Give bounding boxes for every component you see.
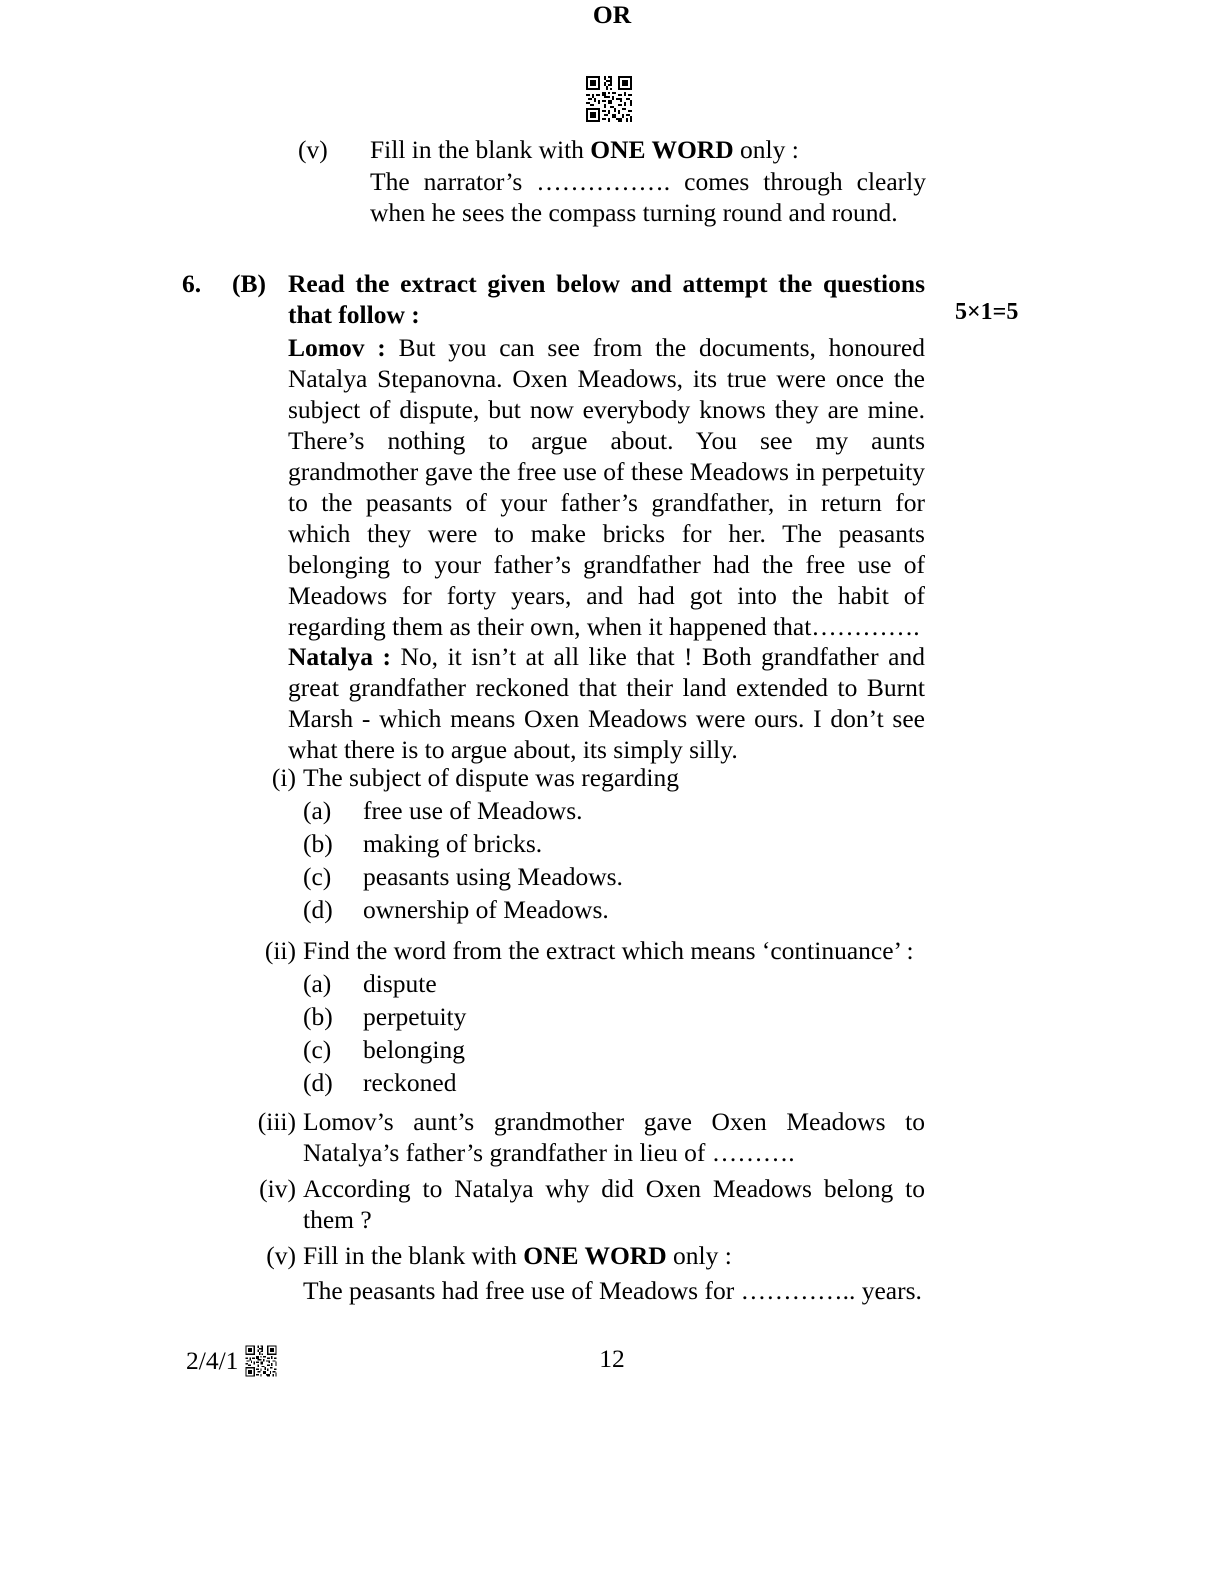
option-marker-i-c[interactable]: (c) bbox=[303, 862, 332, 891]
instruction-suffix-v: only : bbox=[666, 1241, 732, 1270]
speaker-text-natalya: No, it isn’t at all like that ! Both grandfather and great grandfather reckoned that their land extended to Burnt Marsh - which means Oxen Meadows were ours. I don’t see what there is to argue about, its simply silly. bbox=[288, 642, 925, 764]
subquestion-marker-v: (v) bbox=[266, 1241, 296, 1270]
speaker-text-lomov: But you can see from the documents, honoured Natalya Stepanovna. Oxen Meadows, its true were once the subject of dispute, but now everybody knows they are mine. There’s nothing to argue about. You see my aunts grandmother gave the free use of these Meadows in perpetuity to the peasants of your father’s grandfather, in return for which they were to make bricks for her. The peasants belonging to your father’s grandfather had the free use of Meadows for forty years, and had got into the habit of regarding them as their own, when it happened that…………. bbox=[288, 333, 925, 641]
option-text-i-d[interactable]: ownership of Meadows. bbox=[363, 895, 609, 924]
option-marker-ii-d[interactable]: (d) bbox=[303, 1068, 333, 1097]
subquestion-marker-i: (i) bbox=[271, 763, 296, 792]
option-marker-i-a[interactable]: (a) bbox=[303, 796, 332, 825]
instruction-emphasis: ONE WORD bbox=[590, 135, 734, 164]
question-part-label: (B) bbox=[232, 269, 266, 298]
subquestion-text-ii: Find the word from the extract which means ‘continuance’ : bbox=[303, 936, 914, 965]
option-marker-i-b[interactable]: (b) bbox=[303, 829, 333, 858]
subquestion-text-i: The subject of dispute was regarding bbox=[303, 763, 680, 792]
instruction-emphasis-v: ONE WORD bbox=[523, 1241, 667, 1270]
option-text-ii-d[interactable]: reckoned bbox=[363, 1068, 457, 1097]
question-heading: Read the extract given below and attempt the questions that follow : bbox=[288, 269, 925, 329]
option-text-ii-c[interactable]: belonging bbox=[363, 1035, 465, 1064]
option-text-i-c[interactable]: peasants using Meadows. bbox=[363, 862, 623, 891]
option-marker-ii-c[interactable]: (c) bbox=[303, 1035, 332, 1064]
instruction-suffix: only : bbox=[733, 135, 799, 164]
paper-code-text: 2/4/1 bbox=[186, 1346, 239, 1375]
subquestion-text-iii: Lomov’s aunt’s grandmother gave Oxen Meadows to Natalya’s father’s grandfather in lieu of ………. bbox=[303, 1107, 925, 1167]
question-number: 6. bbox=[182, 269, 202, 298]
subquestion-body-v: The peasants had free use of Meadows for ………….. years. bbox=[303, 1276, 922, 1305]
instruction-prefix-v: Fill in the blank with bbox=[303, 1241, 524, 1270]
option-text-ii-a[interactable]: dispute bbox=[363, 969, 437, 998]
subquestion-instruction-v bbox=[303, 1240, 925, 1271]
subquestion-body-v-top: The narrator’s ……………. comes through clearly when he sees the compass turning round and round. bbox=[370, 167, 926, 227]
or-separator-label: OR bbox=[592, 0, 632, 29]
page-number: 12 bbox=[599, 1344, 625, 1373]
option-marker-ii-a[interactable]: (a) bbox=[303, 969, 332, 998]
subquestion-marker-iii: (iii) bbox=[257, 1107, 296, 1136]
speaker-label-lomov: Lomov : bbox=[288, 333, 386, 362]
subquestion-marker-ii: (ii) bbox=[264, 936, 296, 965]
option-text-i-a[interactable]: free use of Meadows. bbox=[363, 796, 583, 825]
question-marks: 5×1=5 bbox=[955, 299, 1019, 325]
subquestion-marker-v-top: (v) bbox=[298, 135, 328, 164]
extract-paragraph-lomov bbox=[288, 332, 925, 642]
subquestion-instruction-v-top bbox=[370, 134, 926, 165]
option-marker-ii-b[interactable]: (b) bbox=[303, 1002, 333, 1031]
option-text-ii-b[interactable]: perpetuity bbox=[363, 1002, 467, 1031]
extract-paragraph-natalya bbox=[288, 641, 925, 765]
speaker-label-natalya: Natalya : bbox=[288, 642, 391, 671]
subquestion-text-iv: According to Natalya why did Oxen Meadows belong to them ? bbox=[303, 1174, 925, 1234]
instruction-prefix: Fill in the blank with bbox=[370, 135, 591, 164]
option-marker-i-d[interactable]: (d) bbox=[303, 895, 333, 924]
option-text-i-b[interactable]: making of bricks. bbox=[363, 829, 543, 858]
subquestion-marker-iv: (iv) bbox=[259, 1174, 296, 1203]
qr-code-icon bbox=[584, 74, 634, 124]
